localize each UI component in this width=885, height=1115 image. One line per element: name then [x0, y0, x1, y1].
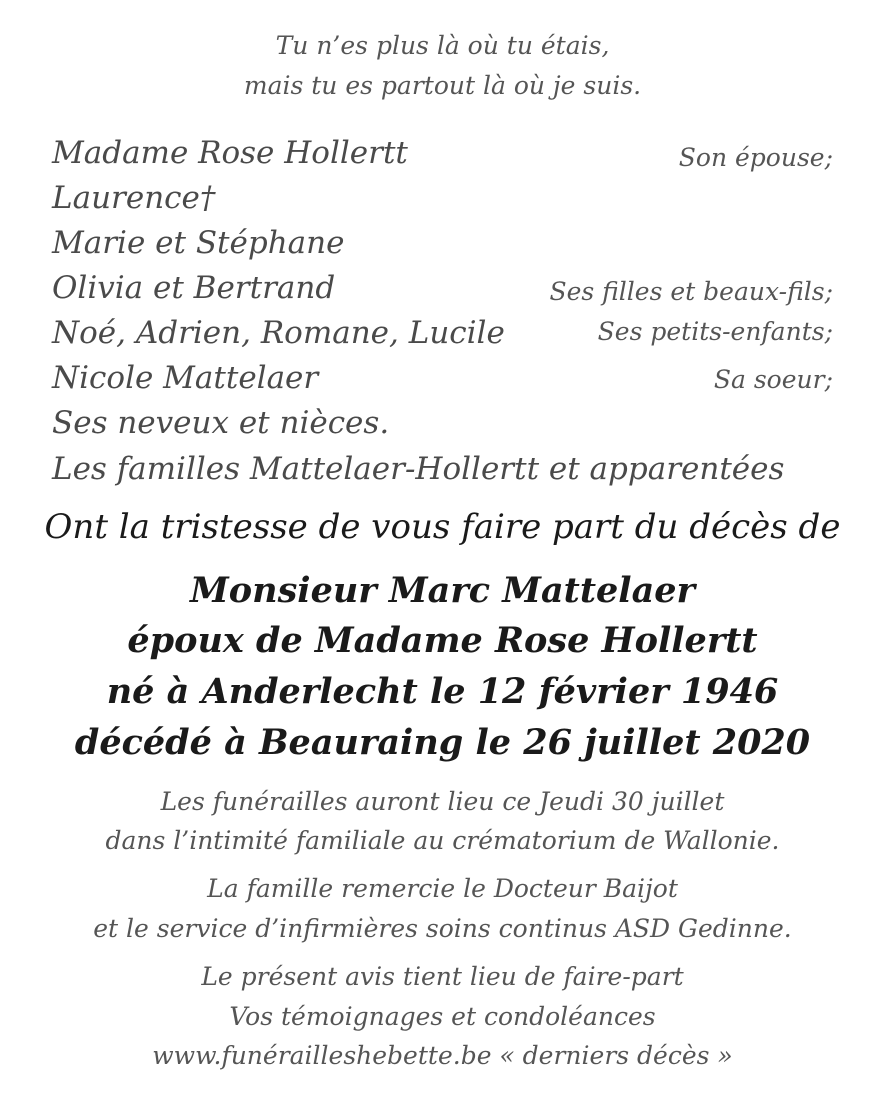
family-member-name: Laurence†: [52, 180, 216, 216]
family-member-relation: Sa soeur;: [713, 365, 833, 394]
notice-website: www.funérailleshebette.be « derniers décès »: [152, 1041, 733, 1070]
epigraph-line-2: mais tu es partout là où je suis.: [243, 71, 642, 100]
family-member-name: Madame Rose Hollertt: [52, 135, 408, 171]
family-member-name: Ses neveux et nièces.: [52, 405, 390, 441]
epigraph-line-1: Tu n’es plus là où tu étais,: [275, 31, 610, 60]
family-member-relation: Ses petits-enfants;: [597, 317, 833, 346]
family-member-name: Marie et Stéphane: [52, 225, 345, 261]
family-member-name: Nicole Mattelaer: [52, 360, 319, 396]
deceased-birth: né à Anderlecht le 12 février 1946: [106, 671, 779, 712]
thanks-line-1: La famille remercie le Docteur Baijot: [207, 874, 678, 903]
family-member-name: Noé, Adrien, Romane, Lucile: [52, 315, 505, 351]
announcement: Ont la tristesse de vous faire part du décès de: [44, 507, 841, 547]
family-member-relation: Ses filles et beaux-fils;: [549, 277, 833, 306]
funeral-line-1: Les funérailles auront lieu ce Jeudi 30 juillet: [160, 787, 725, 816]
deceased-spouse: époux de Madame Rose Hollertt: [127, 620, 758, 661]
family-member-name: Olivia et Bertrand: [52, 270, 336, 306]
thanks-line-2: et le service d’infirmières soins continus ASD Gedinne.: [93, 914, 792, 943]
notice-line-1: Le présent avis tient lieu de faire-part: [201, 962, 684, 991]
deceased-name: Monsieur Marc Mattelaer: [190, 570, 695, 611]
deceased-death: décédé à Beauraing le 26 juillet 2020: [74, 722, 811, 763]
family-member-relation: Son épouse;: [678, 143, 833, 172]
notice-line-2: Vos témoignages et condoléances: [229, 1002, 656, 1031]
funeral-line-2: dans l’intimité familiale au crématorium de Wallonie.: [105, 826, 780, 855]
family-member-name: Les familles Mattelaer-Hollertt et apparentées: [52, 451, 785, 487]
